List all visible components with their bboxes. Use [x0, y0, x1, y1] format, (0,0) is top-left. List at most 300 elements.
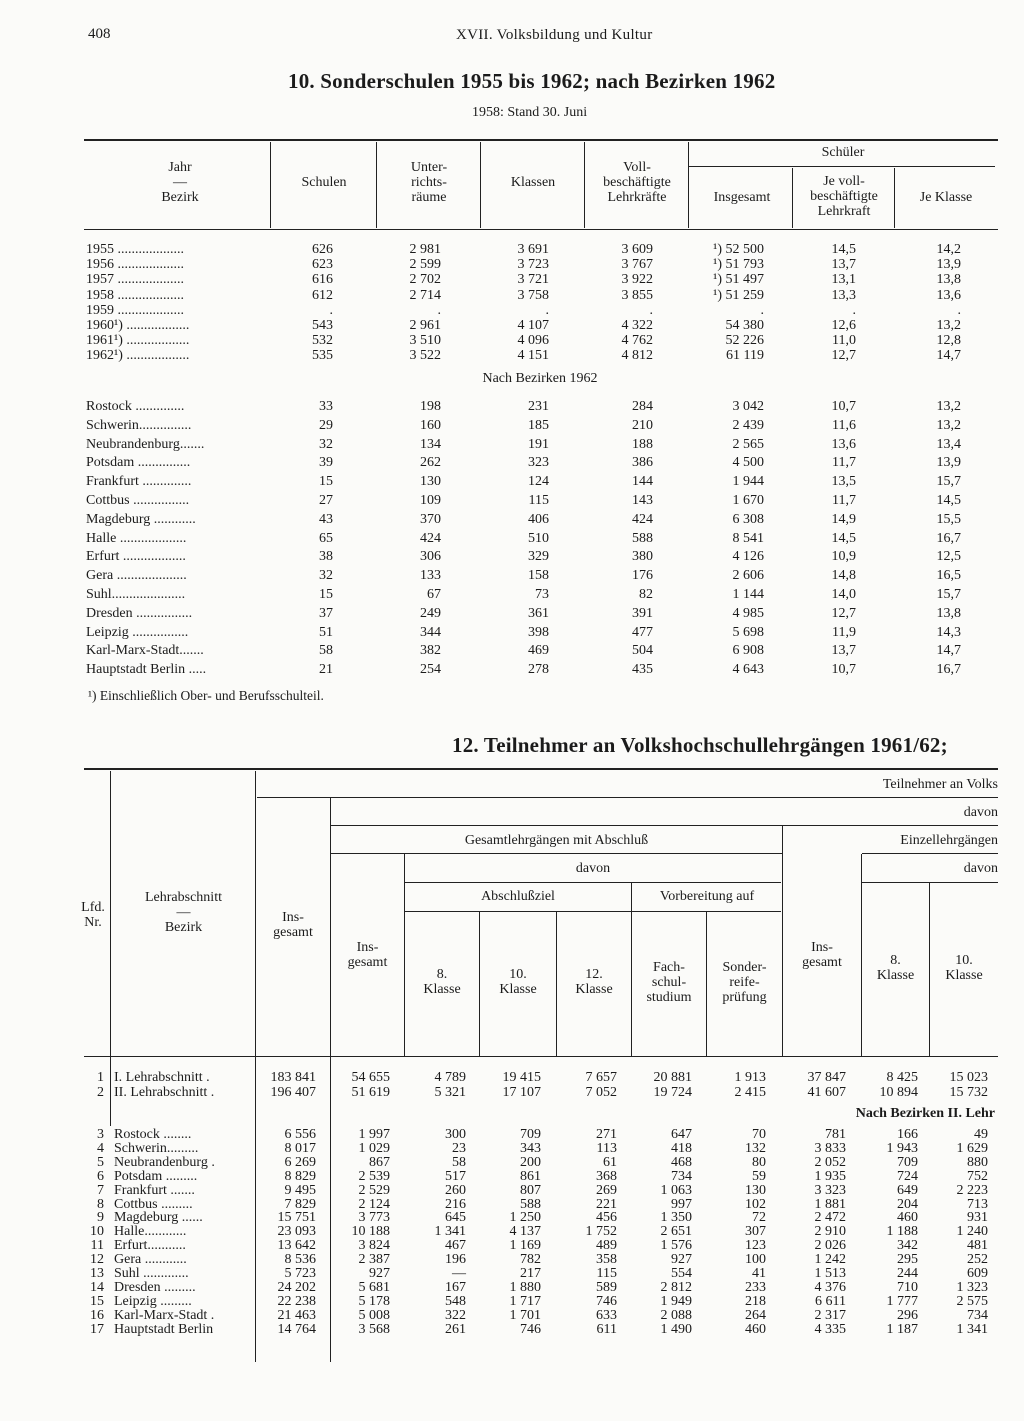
table-row: [0, 400, 1024, 414]
row-label: 1957 ...................: [86, 273, 184, 288]
cell-value: 24 202: [277, 1279, 316, 1295]
row-label: Halle ...................: [86, 531, 187, 546]
row-label: Suhl .............: [114, 1267, 189, 1281]
cell-value: 709: [897, 1154, 918, 1170]
cell-value: 323: [528, 455, 549, 471]
cell-value: 2 575: [956, 1293, 988, 1309]
cell-value: 3 723: [517, 257, 549, 273]
header-davon-2: davon: [575, 861, 611, 876]
row-number: 4: [97, 1140, 104, 1156]
header-einzel-8-klasse: 8. Klasse: [876, 953, 915, 983]
cell-value: 2 565: [732, 436, 764, 452]
cell-value: 80: [752, 1154, 766, 1170]
cell-value: 191: [528, 436, 549, 452]
row-number: 16: [90, 1307, 104, 1323]
cell-value: 2 026: [814, 1238, 846, 1254]
cell-value: 2 981: [409, 242, 441, 257]
cell-value: 249: [420, 605, 441, 621]
cell-value: 14,3: [936, 624, 961, 640]
cell-value: 43: [319, 511, 333, 527]
cell-value: 124: [528, 474, 549, 490]
header-lehrabschnitt: Lehrabschnitt — Bezirk: [145, 890, 222, 935]
cell-value: 264: [745, 1307, 766, 1323]
cell-value: 134: [420, 436, 441, 452]
cell-value: 382: [420, 643, 441, 659]
header-jahr: Jahr — Bezirk: [161, 160, 199, 205]
cell-value: 132: [745, 1140, 766, 1156]
row-number: 10: [90, 1224, 104, 1240]
cell-value: 2 529: [358, 1182, 390, 1198]
cell-value: 200: [520, 1154, 541, 1170]
cell-value: 1 997: [358, 1127, 390, 1142]
cell-value: 548: [445, 1293, 466, 1309]
cell-value: 11,7: [832, 493, 856, 508]
cell-value: 51 619: [351, 1084, 390, 1100]
table-row: [0, 456, 1024, 470]
cell-value: 41 607: [807, 1084, 846, 1100]
cell-value: 4 643: [732, 662, 764, 678]
cell-value: 22 238: [277, 1293, 316, 1309]
cell-value: 469: [528, 643, 549, 659]
cell-value: 9 495: [284, 1182, 316, 1198]
table-row: [0, 258, 1024, 272]
cell-value: 424: [632, 511, 653, 527]
table-row: [0, 289, 1024, 303]
cell-value: ¹) 51 497: [713, 272, 764, 288]
cell-value: 1 341: [434, 1224, 466, 1240]
cell-value: 12,8: [936, 333, 961, 349]
cell-value: 1 341: [956, 1321, 988, 1337]
table-10-footnote: ¹) Einschließlich Ober- und Berufsschulteil.: [88, 688, 324, 703]
cell-value: 11,9: [832, 624, 856, 640]
cell-value: 284: [632, 399, 653, 414]
cell-value: 398: [528, 624, 549, 640]
row-label: Leipzig ................: [86, 625, 189, 640]
header-insgesamt-einzel: Ins- gesamt: [802, 940, 842, 970]
cell-value: 1 576: [660, 1238, 692, 1254]
cell-value: 17 107: [502, 1084, 541, 1100]
cell-value: 481: [967, 1238, 988, 1254]
cell-value: 183 841: [270, 1070, 316, 1085]
row-label: Dresden ................: [86, 606, 193, 621]
row-label: Cottbus ................: [86, 494, 190, 508]
cell-value: 358: [596, 1252, 617, 1268]
cell-value: 15 751: [277, 1210, 316, 1226]
cell-value: 23 093: [277, 1224, 316, 1240]
cell-value: 54 655: [351, 1070, 390, 1085]
cell-value: 1 350: [660, 1210, 692, 1226]
cell-value: 12,7: [831, 605, 856, 621]
cell-value: 3 833: [814, 1140, 846, 1156]
header-12-klasse: 12. Klasse: [575, 967, 613, 997]
cell-value: 13,9: [936, 455, 961, 471]
row-label: Magdeburg ............: [86, 512, 196, 527]
table-row: [0, 607, 1024, 621]
cell-value: 13,3: [831, 287, 856, 303]
running-head: XVII. Volksbildung und Kultur: [456, 27, 653, 43]
cell-value: 609: [967, 1266, 988, 1281]
table-row: [0, 1170, 1024, 1184]
cell-value: 115: [528, 493, 549, 508]
header-schulen: Schulen: [301, 175, 347, 190]
cell-value: 13,6: [936, 287, 961, 303]
cell-value: 38: [319, 549, 333, 565]
row-label: Schwerin...............: [86, 418, 192, 433]
cell-value: 3 522: [409, 348, 441, 364]
row-number: 15: [90, 1293, 104, 1309]
cell-value: 23: [452, 1140, 466, 1156]
cell-value: 4 789: [434, 1070, 466, 1085]
cell-value: 196 407: [270, 1084, 316, 1100]
cell-value: .: [852, 302, 856, 318]
cell-value: 13,4: [936, 436, 961, 452]
table-row: [0, 1211, 1024, 1225]
table-row: [0, 1198, 1024, 1212]
cell-value: 7 829: [284, 1196, 316, 1212]
cell-value: 19 415: [502, 1070, 541, 1085]
cell-value: 746: [520, 1321, 541, 1337]
cell-value: 11,0: [832, 333, 856, 349]
cell-value: 3 721: [517, 272, 549, 288]
table-row: [0, 626, 1024, 640]
cell-value: 14,7: [936, 643, 961, 659]
cell-value: 1 513: [814, 1266, 846, 1281]
cell-value: 72: [752, 1210, 766, 1226]
row-label: 1955 ...................: [86, 243, 184, 257]
cell-value: 13,8: [936, 272, 961, 288]
cell-value: 130: [745, 1182, 766, 1198]
table-row: [0, 438, 1024, 452]
cell-value: 11,7: [832, 455, 856, 471]
row-number: 6: [97, 1168, 104, 1184]
cell-value: 3 758: [517, 287, 549, 303]
header-insgesamt: Insgesamt: [713, 190, 771, 205]
cell-value: 8 541: [732, 530, 764, 546]
cell-value: 782: [520, 1252, 541, 1268]
cell-value: 8 536: [284, 1252, 316, 1268]
cell-value: 4 096: [517, 333, 549, 349]
table-row: [0, 334, 1024, 348]
cell-value: 1 670: [732, 493, 764, 508]
cell-value: 13,8: [936, 605, 961, 621]
cell-value: 37: [319, 605, 333, 621]
table-row: [0, 1281, 1024, 1295]
cell-value: 37 847: [807, 1070, 846, 1085]
cell-value: 12,6: [831, 318, 856, 333]
cell-value: 3 855: [621, 287, 653, 303]
cell-value: 391: [632, 605, 653, 621]
cell-value: 418: [671, 1140, 692, 1156]
cell-value: .: [760, 302, 764, 318]
cell-value: 70: [752, 1127, 766, 1142]
row-label: Erfurt ..................: [86, 550, 186, 565]
cell-value: 2 910: [814, 1224, 846, 1240]
cell-value: 14,8: [831, 568, 856, 584]
table-row: [0, 273, 1024, 287]
cell-value: 1 935: [814, 1168, 846, 1184]
cell-value: 517: [445, 1168, 466, 1184]
cell-value: 1 752: [585, 1224, 617, 1240]
row-label: 1959 ...................: [86, 303, 184, 318]
cell-value: 58: [452, 1154, 466, 1170]
header-unterrichtsraeume: Unter- richts- räume: [410, 160, 448, 205]
cell-value: 543: [312, 318, 333, 333]
cell-value: 752: [967, 1168, 988, 1184]
cell-value: 3 824: [358, 1238, 390, 1254]
cell-value: 386: [632, 455, 653, 471]
cell-value: 14,5: [831, 242, 856, 257]
row-label: Rostock ..............: [86, 400, 185, 414]
cell-value: 123: [745, 1238, 766, 1254]
cell-value: 589: [596, 1279, 617, 1295]
cell-value: 535: [312, 348, 333, 364]
cell-value: 15 732: [949, 1084, 988, 1100]
cell-value: 16,5: [936, 568, 961, 584]
cell-value: 61 119: [726, 348, 764, 364]
cell-value: 532: [312, 333, 333, 349]
cell-value: 645: [445, 1210, 466, 1226]
cell-value: 307: [745, 1224, 766, 1240]
table-row: [0, 1142, 1024, 1156]
cell-value: 1 629: [956, 1140, 988, 1156]
row-number: 1: [97, 1070, 104, 1085]
cell-value: 4 137: [509, 1224, 541, 1240]
cell-value: 14 764: [277, 1321, 316, 1337]
cell-value: 65: [319, 530, 333, 546]
table-row: [0, 1253, 1024, 1267]
cell-value: 424: [420, 530, 441, 546]
table-row: [0, 1267, 1024, 1281]
cell-value: 10,9: [831, 549, 856, 565]
row-label: Karl-Marx-Stadt.......: [86, 644, 204, 659]
row-label: 1961¹) ..................: [86, 334, 190, 349]
row-number: 12: [90, 1252, 104, 1268]
cell-value: 3 922: [621, 272, 653, 288]
header-einzellehrgaenge: Einzellehrgängen: [900, 833, 998, 848]
header-je-klasse: Je Klasse: [919, 190, 973, 205]
cell-value: 2 606: [732, 568, 764, 584]
cell-value: 5 681: [358, 1279, 390, 1295]
cell-value: 15: [319, 474, 333, 490]
cell-value: 4 335: [814, 1321, 846, 1337]
row-number: 14: [90, 1279, 104, 1295]
cell-value: —: [452, 1266, 466, 1281]
cell-value: 504: [632, 643, 653, 659]
cell-value: 626: [312, 242, 333, 257]
cell-value: 710: [897, 1279, 918, 1295]
cell-value: 380: [632, 549, 653, 565]
cell-value: 1 169: [509, 1238, 541, 1254]
cell-value: 1 701: [509, 1307, 541, 1323]
cell-value: 467: [445, 1238, 466, 1254]
cell-value: 144: [632, 474, 653, 490]
cell-value: 269: [596, 1182, 617, 1198]
cell-value: 2 812: [660, 1279, 692, 1295]
cell-value: 554: [671, 1266, 692, 1281]
cell-value: 59: [752, 1168, 766, 1184]
cell-value: 254: [420, 662, 441, 678]
cell-value: 262: [420, 455, 441, 471]
cell-value: 130: [420, 474, 441, 490]
cell-value: .: [545, 302, 549, 318]
cell-value: 6 611: [815, 1293, 846, 1309]
header-insgesamt: Ins- gesamt: [273, 910, 313, 940]
cell-value: .: [957, 302, 961, 318]
cell-value: 1 949: [660, 1293, 692, 1309]
table-row: [0, 1128, 1024, 1142]
table-row: [0, 349, 1024, 363]
cell-value: 2 702: [409, 272, 441, 288]
table-row: [0, 1323, 1024, 1337]
cell-value: 2 539: [358, 1168, 390, 1184]
cell-value: 4 322: [621, 318, 653, 333]
table-row: [0, 319, 1024, 333]
cell-value: 1 943: [886, 1140, 918, 1156]
cell-value: 460: [745, 1321, 766, 1337]
row-label: Neubrandenburg .: [114, 1155, 215, 1170]
row-label: Gera ............: [114, 1253, 187, 1268]
cell-value: 13,9: [936, 257, 961, 273]
cell-value: 4 151: [517, 348, 549, 364]
table-10-title: 10. Sonderschulen 1955 bis 1962; nach Bezirken 1962: [288, 69, 776, 93]
cell-value: 477: [632, 624, 653, 640]
cell-value: 6 308: [732, 511, 764, 527]
cell-value: 61: [603, 1154, 617, 1170]
table-row: [0, 532, 1024, 546]
row-label: Frankfurt ..............: [86, 475, 192, 490]
cell-value: 3 773: [358, 1210, 390, 1226]
cell-value: 2 714: [409, 287, 441, 303]
cell-value: 15,7: [936, 587, 961, 602]
cell-value: 8 017: [284, 1140, 316, 1156]
header-davon-3: davon: [963, 861, 998, 876]
cell-value: 54 380: [725, 318, 764, 333]
cell-value: 210: [632, 417, 653, 433]
cell-value: 21: [319, 662, 333, 678]
cell-value: 15,5: [936, 511, 961, 527]
cell-value: 14,0: [831, 587, 856, 602]
cell-value: 1 777: [886, 1293, 918, 1309]
cell-value: 3 042: [732, 399, 764, 414]
header-lehrkraefte: Voll- beschäftigte Lehrkräfte: [603, 160, 671, 205]
row-label: Frankfurt .......: [114, 1183, 195, 1198]
row-number: 9: [97, 1210, 104, 1226]
cell-value: 13,2: [936, 399, 961, 414]
cell-value: 1 880: [509, 1279, 541, 1295]
cell-value: 460: [897, 1210, 918, 1226]
cell-value: 3 323: [814, 1182, 846, 1198]
cell-value: 12,7: [831, 348, 856, 364]
cell-value: 244: [897, 1266, 918, 1281]
cell-value: 709: [520, 1127, 541, 1142]
cell-value: 4 812: [621, 348, 653, 364]
header-schueler: Schüler: [821, 145, 865, 160]
header-davon-1: davon: [963, 805, 998, 820]
cell-value: 7 052: [585, 1084, 617, 1100]
cell-value: 1 881: [814, 1196, 846, 1212]
cell-value: 13,2: [936, 318, 961, 333]
table-12-title: 12. Teilnehmer an Volkshochschullehrgängen 1961/62;: [452, 733, 948, 757]
cell-value: 73: [535, 587, 549, 602]
cell-value: 2 223: [956, 1182, 988, 1198]
table-row: [0, 243, 1024, 257]
cell-value: 67: [427, 587, 441, 602]
cell-value: 16,7: [936, 662, 961, 678]
table-row: [0, 1225, 1024, 1239]
cell-value: 19 724: [653, 1084, 692, 1100]
cell-value: 218: [745, 1293, 766, 1309]
cell-value: 306: [420, 549, 441, 565]
cell-value: 13,6: [831, 436, 856, 452]
cell-value: 27: [319, 493, 333, 508]
cell-value: 1 187: [886, 1321, 918, 1337]
cell-value: 217: [520, 1266, 541, 1281]
cell-value: 649: [897, 1182, 918, 1198]
cell-value: 456: [596, 1210, 617, 1226]
header-teilnehmer: Teilnehmer an Volks: [882, 777, 998, 792]
cell-value: 160: [420, 417, 441, 433]
cell-value: 260: [445, 1182, 466, 1198]
cell-value: 1 240: [956, 1224, 988, 1240]
row-label: Dresden .........: [114, 1280, 196, 1295]
cell-value: 188: [632, 436, 653, 452]
row-number: 8: [97, 1196, 104, 1212]
cell-value: 1 250: [509, 1210, 541, 1226]
section-nach-bezirken-lehr: Nach Bezirken II. Lehr: [855, 1106, 995, 1121]
cell-value: 82: [639, 587, 653, 602]
header-lfd-nr: Lfd. Nr.: [81, 900, 105, 930]
row-number: 13: [90, 1266, 104, 1281]
cell-value: 633: [596, 1307, 617, 1323]
row-label: 1960¹) ..................: [86, 319, 190, 333]
cell-value: 2 472: [814, 1210, 846, 1226]
cell-value: 3 510: [409, 333, 441, 349]
row-label: Hauptstadt Berlin .....: [86, 663, 207, 678]
cell-value: 15 023: [949, 1070, 988, 1085]
cell-value: 4 107: [517, 318, 549, 333]
cell-value: 807: [520, 1182, 541, 1198]
cell-value: .: [329, 302, 333, 318]
cell-value: 931: [967, 1210, 988, 1226]
cell-value: 6 556: [284, 1127, 316, 1142]
cell-value: 14,7: [936, 348, 961, 364]
cell-value: 14,9: [831, 511, 856, 527]
cell-value: 2 439: [732, 417, 764, 433]
cell-value: 343: [520, 1140, 541, 1156]
cell-value: 113: [596, 1140, 617, 1156]
cell-value: 4 762: [621, 333, 653, 349]
cell-value: 13,7: [831, 643, 856, 659]
cell-value: 344: [420, 624, 441, 640]
cell-value: 11,6: [832, 417, 856, 433]
header-fachschulstudium: Fach- schul- studium: [646, 960, 692, 1005]
cell-value: ¹) 51 793: [713, 257, 764, 273]
cell-value: 927: [671, 1252, 692, 1268]
cell-value: .: [437, 302, 441, 318]
header-klassen: Klassen: [510, 175, 556, 190]
cell-value: 713: [967, 1196, 988, 1212]
cell-value: 20 881: [653, 1070, 692, 1085]
cell-value: 746: [596, 1293, 617, 1309]
table-row: [0, 1184, 1024, 1198]
cell-value: 2 088: [660, 1307, 692, 1323]
cell-value: 734: [671, 1168, 692, 1184]
cell-value: 221: [596, 1196, 617, 1212]
cell-value: 997: [671, 1196, 692, 1212]
table-row: [0, 644, 1024, 658]
cell-value: 1 913: [734, 1070, 766, 1085]
cell-value: 2 961: [409, 318, 441, 333]
